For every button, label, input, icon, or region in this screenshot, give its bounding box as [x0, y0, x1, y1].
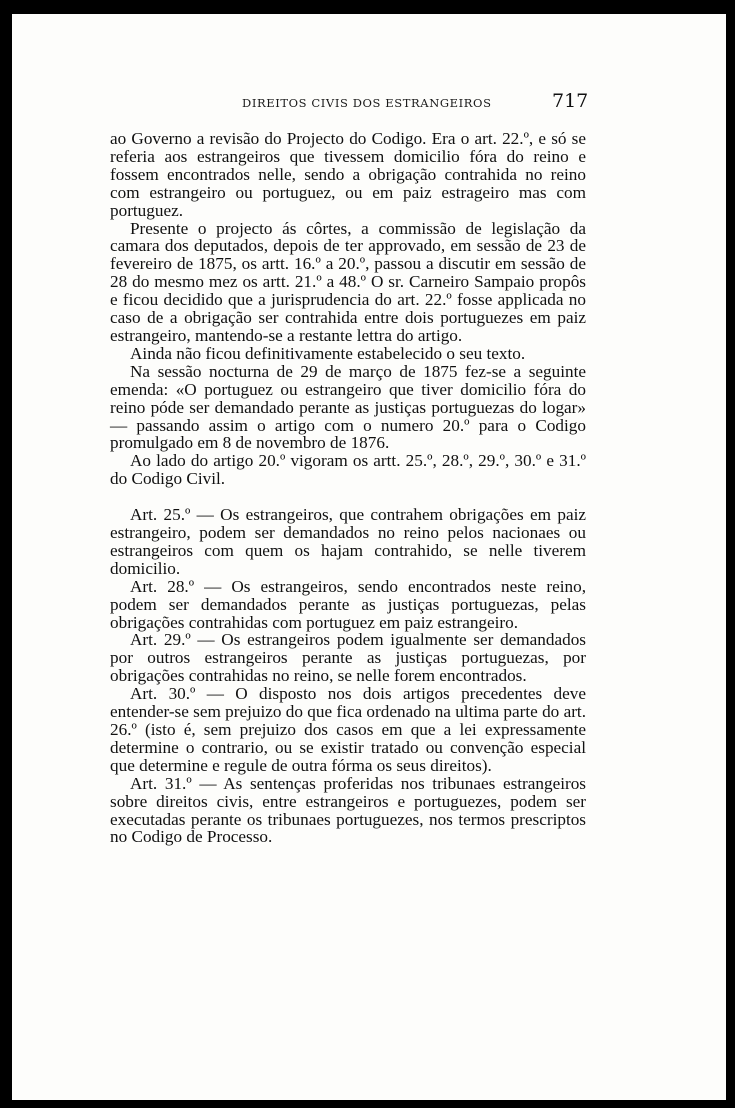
body-text: [110, 130, 586, 846]
paragraph: Presente o projecto ás côrtes, a commissão de legislação da camara dos deputados, depois de ter approvado, em sessão de 23 de fevereiro de 1875, os artt. 16.º a 20.º, passou a discutir em sessão de 28 do mesmo mez os artt. 21.º a 48.º O sr. Carneiro Sampaio propôs e ficou decidido que a jurisprudencia do art. 22.º fosse applicada no caso de a obrigação ser contrahida entre dois portuguezes em paiz estrangeiro, mantendo-se a restante lettra do artigo.: [110, 218, 586, 345]
paragraph: ao Governo a revisão do Projecto do Codigo. Era o art. 22.º, e só se referia aos estrangeiros que tivessem domicilio fóra do reino e fossem encontrados nelle, sendo a obrigação contrahida no reino com estrangeiro ou portuguez, ou em paiz estrageiro mas com portuguez.: [110, 129, 586, 220]
page-number: 717: [552, 90, 589, 112]
paragraph: Ainda não ficou definitivamente estabelecido o seu texto.: [130, 343, 526, 363]
paragraph: Ao lado do artigo 20.º vigoram os artt. 25.º, 28.º, 29.º, 30.º e 31.º do Codigo Civil.: [110, 451, 586, 489]
book-page: [12, 14, 726, 1100]
article-30: Art. 30.º — O disposto nos dois artigos precedentes deve entender-se sem prejuizo do que fica ordenado na ultima parte do art. 26.º (isto é, sem prejuizo dos casos em que a lei expressamente determine o contrario, ou se existir tratado ou convenção especial que determine e regule de outra fórma os seus direitos).: [110, 684, 586, 775]
running-title: DIREITOS CIVIS DOS ESTRANGEIROS: [242, 96, 492, 110]
article-28: Art. 28.º — Os estrangeiros, sendo encontrados neste reino, podem ser demandados perante as justiças portuguezas, pelas obrigações contrahidas com portuguez em paiz estrangeiro.: [110, 576, 586, 632]
paragraph: Na sessão nocturna de 29 de março de 1875 fez-se a seguinte emenda: «O portuguez ou estrangeiro que tiver domicilio fóra do reino póde ser demandado perante as justiças portuguezas do logar» — passando assim o artigo com o numero 20.º para o Codigo promulgado em 8 de novembro de 1876.: [110, 361, 586, 453]
article-29: Art. 29.º — Os estrangeiros podem igualmente ser demandados por outros estrangeiros perante as justiças portuguezas, por obrigações contrahidas no reino, se nelle forem encontrados.: [110, 630, 586, 686]
article-25: Art. 25.º — Os estrangeiros, que contrahem obrigações em paiz estrangeiro, podem ser demandados no reino pelos nacionaes ou estrangeiros com quem os hajam contrahido, se nelle tiverem domicilio.: [110, 505, 586, 578]
article-31: Art. 31.º — As sentenças proferidas nos tribunaes estrangeiros sobre direitos civis, entre estrangeiros e portuguezes, podem ser executadas perante os tribunaes portuguezes, nos termos prescriptos no Codigo de Processo.: [110, 773, 586, 847]
